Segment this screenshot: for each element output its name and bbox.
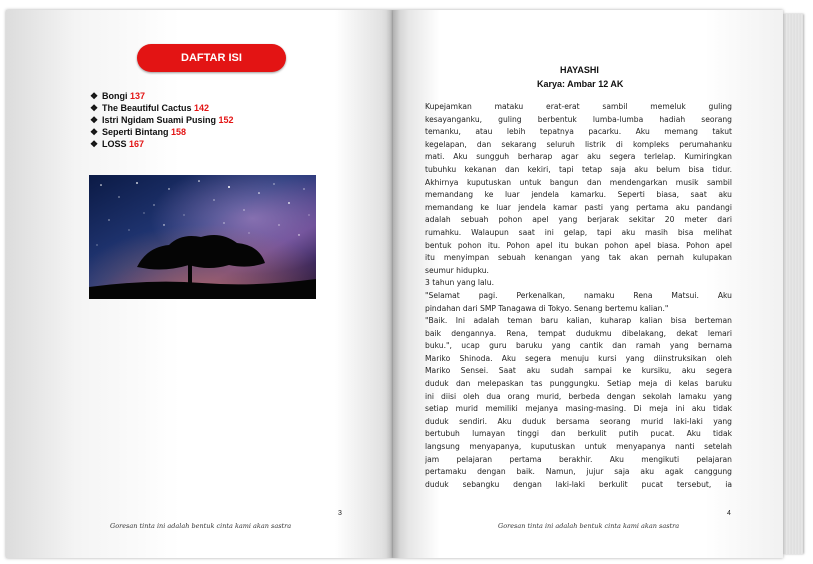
story-body [425, 101, 732, 491]
body-line: itu menyimpan sebuah kenangan yang tak akan pernah kulupakan [425, 253, 732, 263]
body-line: Mariko Shinoda. Aku segera menuju kursi yang diinstruksikan oleh [425, 353, 732, 363]
toc-item-page: 142 [194, 103, 210, 113]
body-line: duduk sebangku dengan laki-laki berkulit pucat tersebut, ia [425, 479, 732, 489]
body-line: rumahku. Walaupun saat ini gelap, tapi aku masih bisa melihat [425, 227, 732, 237]
body-line: "Selamat pagi. Perkenalkan, namaku Rena Matsui. Aku [425, 290, 732, 300]
body-line: setiap murid memiliki mejanya masing-masing. Di meja ini aku tidak [425, 404, 732, 414]
left-page-number: 3 [338, 510, 342, 517]
body-line: Mariko Sensei. Saat aku sudah sampai ke kursiku, aku segera [425, 366, 732, 376]
toc-item-page: 137 [130, 91, 146, 101]
toc-item-title: The Beautiful Cactus [102, 103, 192, 113]
left-footer-text: Goresan tinta ini adalah bentuk cinta kami akan sastra [110, 522, 292, 530]
body-line: duduk sendiri. Aku duduk bersama seorang murid laki-laki yang [425, 416, 732, 426]
body-line: bentuk pohon itu. Pohon apel itu bukan pohon apel biasa. Pohon apel [425, 240, 732, 250]
table-of-contents [90, 90, 234, 150]
toc-item-title: Bongi [102, 91, 128, 101]
right-footer-text: Goresan tinta ini adalah bentuk cinta kami akan sastra [498, 522, 680, 530]
diamond-bullet-icon: ❖ [90, 139, 99, 149]
body-line: tubuhku kekanan dan kekiri, tapi tetap saja aku belum bisa tidur. [425, 164, 732, 174]
diamond-bullet-icon: ❖ [90, 103, 99, 113]
body-line: langsung menyapanya, kuputuskan untuk menyapanya nanti setelah [425, 442, 732, 452]
body-line: Akhirnya kuputuskan untuk bangun dan mendengarkan musik sambil [425, 177, 732, 187]
toc-item [90, 102, 234, 114]
toc-item-page: 158 [171, 127, 187, 137]
body-line: buku.", ucap guru baruku yang cantik dan ramah yang bernama [425, 341, 732, 351]
body-line: temanku, atau lebih tepatnya pacarku. Aku memang takut [425, 127, 732, 137]
body-line: adalah sebuah pohon apel yang berjarak sekitar 20 meter dari [425, 215, 732, 225]
story-author: Karya: Ambar 12 AK [537, 79, 624, 89]
toc-title-badge [137, 44, 286, 72]
toc-item-title: Seperti Bintang [102, 127, 169, 137]
body-line: seumur hidupku. [425, 265, 489, 275]
body-line: baik dengannya. Rena, tempat dudukmu dibelakang, dekat lemari [425, 328, 732, 338]
page-edges [783, 14, 803, 554]
body-line: kegelapan, dan sekarang seluruh listrik di kompleks perumahanku [425, 139, 732, 149]
toc-item-page: 152 [218, 115, 234, 125]
story-title: HAYASHI [560, 65, 599, 75]
toc-item-title: Istri Ngidam Suami Pusing [102, 115, 217, 125]
toc-item [90, 90, 234, 102]
body-line: pindahan dari SMP Tanagawa di Tokyo. Senang bertemu kalian." [425, 303, 669, 313]
body-line: kesayanganku, guling berbentuk lumba-lumba hadiah seorang [425, 114, 732, 124]
toc-item [90, 114, 234, 126]
body-line: jam pelajaran pertama berakhir. Aku mengikuti pelajaran [425, 454, 732, 464]
diamond-bullet-icon: ❖ [90, 91, 99, 101]
book-spine [386, 10, 400, 558]
body-line: bertubuh lumayan tinggi dan berkulit putih pucat. Aku tidak [425, 429, 732, 439]
body-line: ini diisi oleh dua orang murid, berbeda dengan sekolah lamaku yang [425, 391, 732, 401]
toc-item [90, 126, 234, 138]
diamond-bullet-icon: ❖ [90, 115, 99, 125]
toc-item [90, 138, 234, 150]
body-line: Kupejamkan mataku erat-erat sambil memeluk guling [425, 102, 732, 111]
body-line: memandang ke luar jendela kamarku. Seperti biasa, saat aku [425, 190, 732, 200]
starry-tree-image [89, 175, 316, 299]
body-line: mati. Aku sungguh berharap agar aku segera terlelap. Kumiringkan [425, 152, 732, 162]
toc-item-title: LOSS [102, 139, 127, 149]
toc-title: DAFTAR ISI [181, 52, 242, 64]
toc-item-page: 167 [129, 139, 145, 149]
body-line: 3 tahun yang lalu. [425, 278, 495, 288]
body-line: "Baik. Ini adalah teman baru kalian, kuharap kalian bisa berteman [425, 316, 732, 326]
body-line: duduk dan melepaskan tas punggungku. Setiap meja di kelas baruku [425, 379, 732, 389]
right-page-number: 4 [727, 510, 731, 517]
body-line: pertamaku dengan baik. Namun, jujur saja aku agak canggung [425, 467, 732, 477]
starry-tree-illustration [89, 175, 316, 299]
body-line: memandang ke luar jendela kamar pasti yang pertama aku pandangi [425, 202, 732, 212]
diamond-bullet-icon: ❖ [90, 127, 99, 137]
